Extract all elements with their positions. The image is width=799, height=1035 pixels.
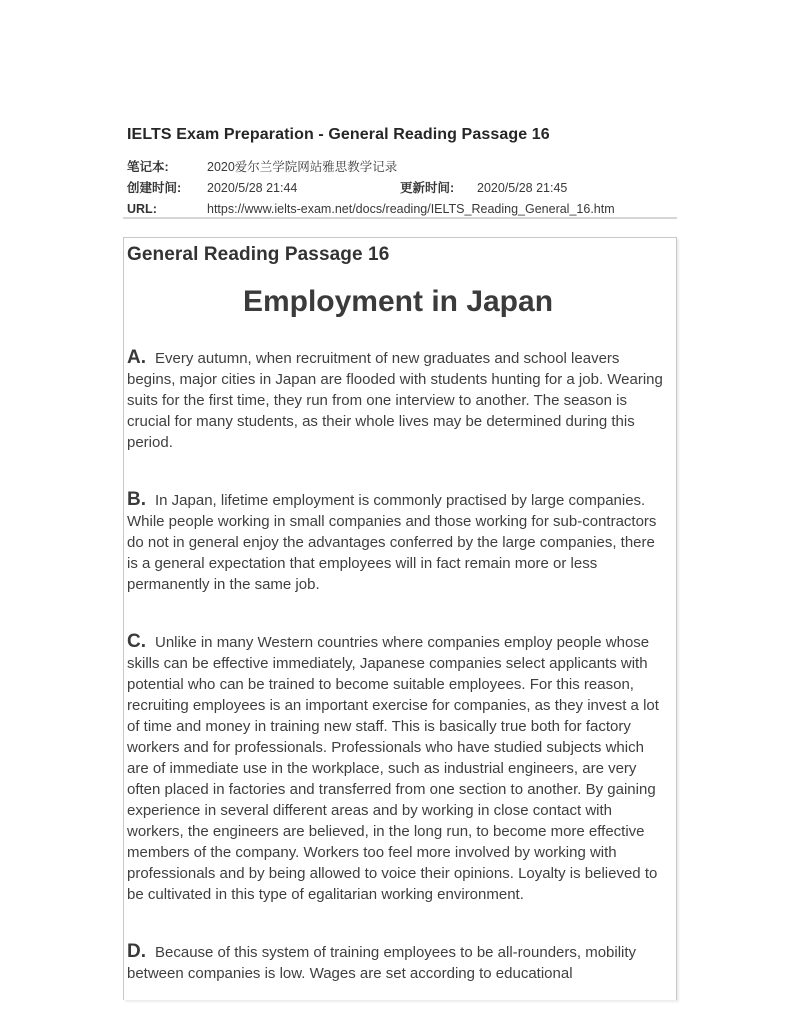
created-time-label: 创建时间: [127, 181, 182, 195]
notebook-label: 笔记本: [127, 160, 169, 174]
passage-container [123, 237, 677, 1000]
updated-time-value: 2020/5/28 21:45 [477, 181, 568, 195]
paragraph-d-label: D. [127, 941, 146, 962]
paragraph-c-text: Unlike in many Western countries where companies employ people whose skills can be effective immediately, Japanese companies select applicants with potential who can be trained to become suitable employees. For this reason, recruiting employees is an important exercise for companies, as they invest a lot of time and money in training new staff. This is basically true both for factory workers and for professionals. Professionals who have studied subjects which are of immediate use in the workplace, such as industrial engineers, are very often placed in factories and transferred from one section to another. By gaining experience in several different areas and by working in close contact with workers, the engineers are believed, in the long run, to become more effective members of the company. Workers too feel more involved by working with professionals and by being allowed to voice their opinions. Loyalty is believed to be cultivated in this type of egalitarian working environment. [127, 634, 659, 903]
updated-time-label: 更新时间: [400, 181, 455, 195]
paragraph-a-label: A. [127, 347, 146, 368]
url-value: https://www.ielts-exam.net/docs/reading/IELTS_Reading_General_16.htm [207, 202, 615, 216]
notebook-value: 2020爱尔兰学院网站雅思教学记录 [207, 160, 398, 174]
paragraph-c [127, 631, 669, 905]
paragraph-a [127, 347, 669, 453]
metadata-row-dates [127, 178, 677, 199]
passage-heading: General Reading Passage 16 [127, 244, 390, 265]
paragraph-a-text: Every autumn, when recruitment of new graduates and school leavers begins, major cities in Japan are flooded with students hunting for a job. Wearing suits for the first time, they run from one interview to another. The season is crucial for many students, as their whole lives may be determined during this period. [127, 350, 663, 451]
metadata-row-notebook [127, 157, 677, 178]
paragraph-b [127, 489, 669, 595]
url-label: URL: [127, 202, 157, 216]
paragraph-c-label: C. [127, 631, 146, 652]
passage-title: Employment in Japan [242, 285, 554, 318]
paragraph-b-text: In Japan, lifetime employment is commonly practised by large companies. While people working in small companies and those working for sub-contractors do not in general enjoy the advantages conferred by the large companies, there is a general expectation that employees will in fact remain more or less permanently in the same job. [127, 492, 657, 593]
note-metadata [127, 157, 677, 220]
metadata-divider [123, 217, 677, 219]
paragraph-d [127, 941, 669, 984]
created-time-value: 2020/5/28 21:44 [207, 181, 298, 195]
document-title: IELTS Exam Preparation - General Reading Passage 16 [127, 126, 550, 143]
paragraph-d-text: Because of this system of training employees to be all-rounders, mobility between companies is low. Wages are set according to educational [127, 944, 637, 982]
paragraph-b-label: B. [127, 489, 146, 510]
